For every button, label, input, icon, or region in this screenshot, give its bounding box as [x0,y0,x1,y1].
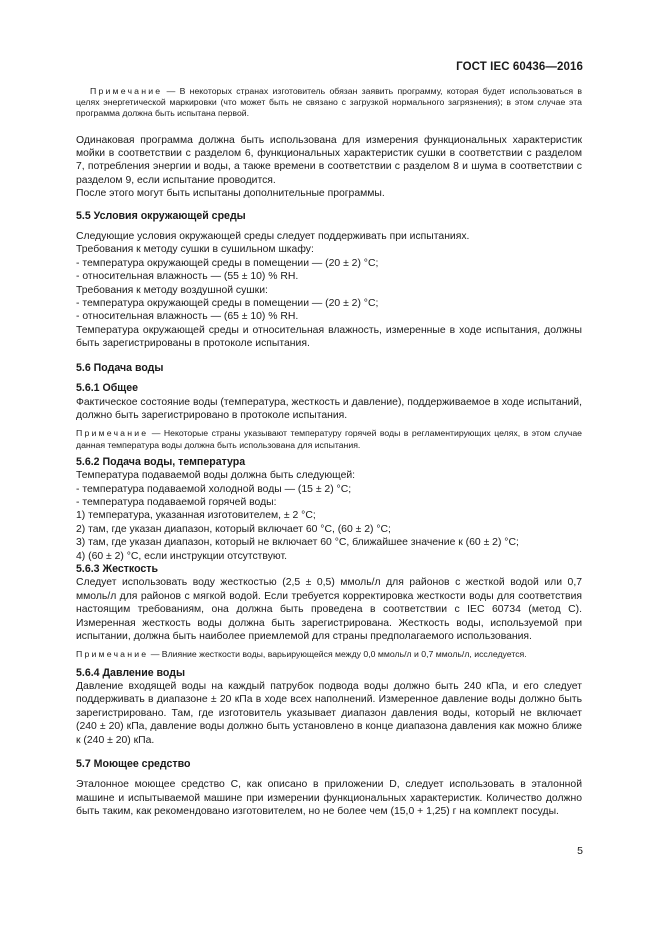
note-text: — Некоторые страны указывают температуру горячей воды в регламентирующих целях, в этом случае данная температура воды должна быть использована для испытания. [76,428,582,450]
paragraph-water-hardness: Следует использовать воду жесткостью (2,5 ± 0,5) ммоль/л для районов с жесткой водой или 0,7 ммоль/л для районов с мягкой водой. Если требуется корректировка жесткости воды для соответствия настоящим требованиям, она должна быть проведена в соответствии с IEC 60734 (метод С). Измеренная жесткость воды должна быть зарегистрирована. Жесткость воды, используемой при испытании, должна быть наиболее приемлемой для страны предполагаемого использования. [76,577,582,643]
standard-designation: ГОСТ IEC 60436—2016 [456,61,583,73]
note-label: Примечание [76,649,149,660]
note-label: Примечание [76,428,149,439]
note-text: — В некоторых странах изготовитель обязан заявить программу, которая будет использоваться в целях энергетической маркировки (что может быть не связано с загрузкой нормального загрязнения); в этом случае эта программа должна быть испытана первой. [76,86,582,119]
section-heading-5-6-4: 5.6.4 Давление воды [76,666,186,679]
list-item: - относительная влажность — (65 ± 10) % RH. [76,311,299,323]
list-item: - температура окружающей среды в помещении — (20 ± 2) °C; [76,298,379,310]
list-item: 2) там, где указан диапазон, который включает 60 °C, (60 ± 2) °C; [76,523,391,535]
section-heading-5-6: 5.6 Подача воды [76,361,164,374]
paragraph-additional-programmes: После этого могут быть испытаны дополнительные программы. [76,188,385,200]
list-item: - температура подаваемой холодной воды — (15 ± 2) °C; [76,483,352,495]
paragraph-water-temp-intro: Температура подаваемой воды должна быть следующей: [76,470,356,482]
section-heading-5-6-3: 5.6.3 Жесткость [76,562,158,575]
cabinet-conditions-list [76,257,582,284]
note-hardness [76,649,582,660]
section-heading-5-5: 5.5 Условия окружающей среды [76,209,246,222]
air-conditions-list [76,297,582,324]
note-energy-labelling [76,86,582,120]
paragraph-ambient-closing: Температура окружающей среды и относительная влажность, измеренные в ходе испытания, должны быть зарегистрированы в протоколе испытания. [76,324,582,350]
note-text: — Влияние жесткости воды, варьирующейся между 0,0 ммоль/л и 0,7 ммоль/л, исследуется. [148,649,527,660]
paragraph-cabinet-req: Требования к методу сушки в сушильном шкафу: [76,244,314,256]
paragraph-water-general: Фактическое состояние воды (температура, жесткость и давление), поддерживаемое в ходе испытаний, должно быть зарегистрировано в протоколе испытания. [76,396,582,421]
note-label: Примечание [90,86,163,96]
water-temperature-list [76,483,582,563]
section-heading-5-7: 5.7 Моющее средство [76,758,191,771]
section-heading-5-6-2: 5.6.2 Подача воды, температура [76,455,246,468]
paragraph-same-programme: Одинаковая программа должна быть использована для измерения функциональных характеристик мойки в соответствии с разделом 6, функциональных характеристик сушки в соответствии с разделом 7, потребления энергии и воды, а также времени в соответствии с разделом 8 и шума в соответствии с разделом 9, если испытание проводится. [76,134,582,186]
list-item: 3) там, где указан диапазон, который не включает 60 °C, ближайшее значение к (60 ± 2) °C; [76,537,519,549]
paragraph-ambient-intro: Следующие условия окружающей среды следует поддерживать при испытаниях. [76,231,470,243]
paragraph-water-pressure: Давление входящей воды на каждый патрубок подвода воды должно быть 240 кПа, и его следует поддерживать в диапазоне ± 20 кПа в ходе всех наполнений. Измеренное давление воды должно быть зарегистрировано. Там, где изготовитель указывает диапазон давления воды, который не включает (240 ± 20) кПа, давление воды должно быть установлено в конце диапазона давления как можно ближе к (240 ± 20) кПа. [76,681,582,746]
page-number: 5 [577,845,583,857]
paragraph-detergent: Эталонное моющее средство С, как описано в приложении D, следует использовать в эталонной машине и испытываемой машине при измерении функциональных характеристик. Количество должно быть таким, как рекомендовано изготовителем, но не более чем (15,0 + 1,25) г на комплект посуды. [76,779,582,818]
list-item: - температура окружающей среды в помещении — (20 ± 2) °C; [76,257,379,269]
page-content [76,86,582,819]
list-item: - температура подаваемой горячей воды: [76,496,277,508]
list-item: 1) температура, указанная изготовителем, ± 2 °C; [76,510,316,522]
note-hot-water [76,428,582,450]
paragraph-air-drying-req: Требования к методу воздушной сушки: [76,284,268,296]
section-heading-5-6-1: 5.6.1 Общее [76,382,139,395]
list-item: - относительная влажность — (55 ± 10) % RH. [76,271,299,283]
list-item: 4) (60 ± 2) °C, если инструкции отсутствуют. [76,550,287,562]
